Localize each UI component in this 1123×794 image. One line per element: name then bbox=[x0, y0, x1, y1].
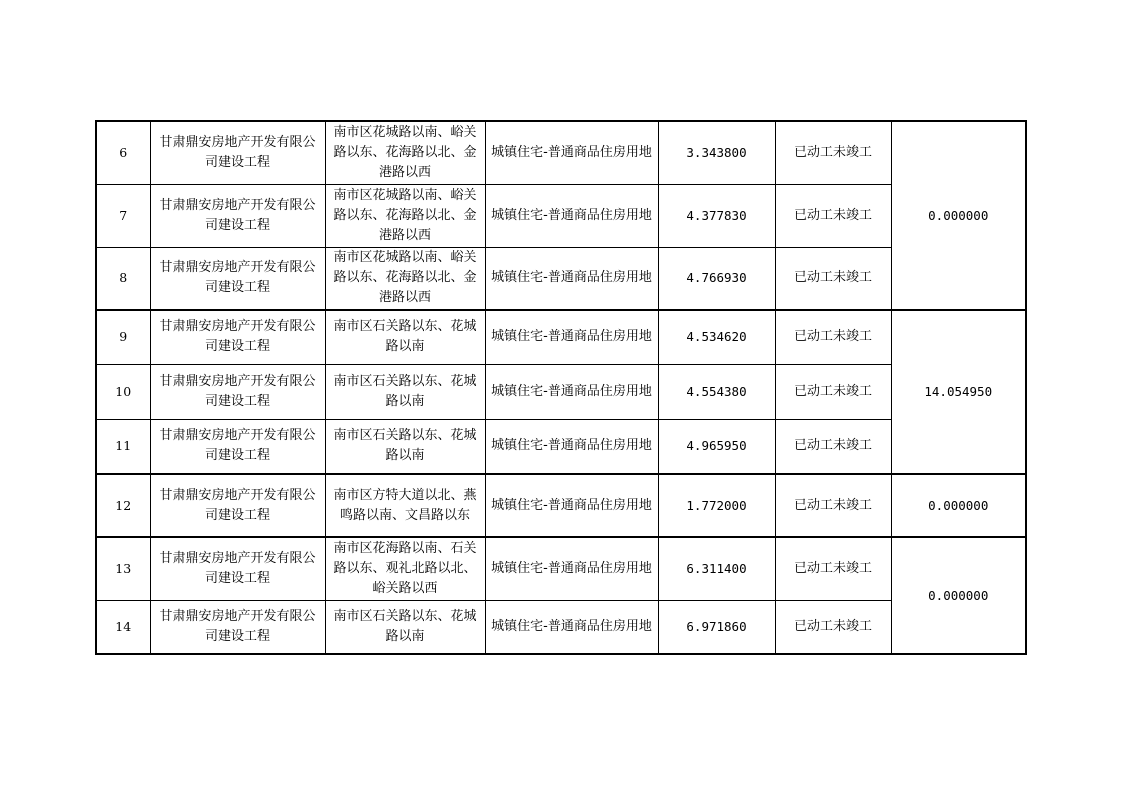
land-area: 4.377830 bbox=[658, 184, 775, 247]
land-usage: 城镇住宅-普通商品住房用地 bbox=[485, 310, 658, 364]
land-area: 4.965950 bbox=[658, 419, 775, 474]
land-location: 南市区石关路以东、花城路以南 bbox=[325, 364, 485, 419]
land-location: 南市区花城路以南、峪关路以东、花海路以北、金港路以西 bbox=[325, 247, 485, 310]
row-number: 12 bbox=[96, 474, 150, 537]
land-usage: 城镇住宅-普通商品住房用地 bbox=[485, 364, 658, 419]
row-number: 8 bbox=[96, 247, 150, 310]
land-usage: 城镇住宅-普通商品住房用地 bbox=[485, 184, 658, 247]
land-area: 4.554380 bbox=[658, 364, 775, 419]
construction-status: 已动工未竣工 bbox=[775, 364, 891, 419]
table-row bbox=[96, 184, 1026, 247]
land-usage: 城镇住宅-普通商品住房用地 bbox=[485, 121, 658, 184]
group-total: 0.000000 bbox=[891, 537, 1026, 654]
row-number: 10 bbox=[96, 364, 150, 419]
table-row bbox=[96, 474, 1026, 537]
construction-status: 已动工未竣工 bbox=[775, 121, 891, 184]
land-area: 6.311400 bbox=[658, 537, 775, 600]
land-area: 6.971860 bbox=[658, 600, 775, 654]
table-row bbox=[96, 419, 1026, 474]
construction-status: 已动工未竣工 bbox=[775, 247, 891, 310]
land-location: 南市区花海路以南、石关路以东、观礼北路以北、峪关路以西 bbox=[325, 537, 485, 600]
land-usage: 城镇住宅-普通商品住房用地 bbox=[485, 537, 658, 600]
group-total: 14.054950 bbox=[891, 310, 1026, 474]
land-usage: 城镇住宅-普通商品住房用地 bbox=[485, 600, 658, 654]
row-number: 14 bbox=[96, 600, 150, 654]
land-area: 1.772000 bbox=[658, 474, 775, 537]
land-location: 南市区石关路以东、花城路以南 bbox=[325, 419, 485, 474]
project-name: 甘肃鼎安房地产开发有限公司建设工程 bbox=[150, 247, 325, 310]
group-total: 0.000000 bbox=[891, 474, 1026, 537]
land-area: 4.766930 bbox=[658, 247, 775, 310]
construction-status: 已动工未竣工 bbox=[775, 184, 891, 247]
project-name: 甘肃鼎安房地产开发有限公司建设工程 bbox=[150, 121, 325, 184]
project-name: 甘肃鼎安房地产开发有限公司建设工程 bbox=[150, 537, 325, 600]
table-row bbox=[96, 310, 1026, 364]
table-row bbox=[96, 537, 1026, 600]
project-name: 甘肃鼎安房地产开发有限公司建设工程 bbox=[150, 310, 325, 364]
land-usage: 城镇住宅-普通商品住房用地 bbox=[485, 419, 658, 474]
land-location: 南市区花城路以南、峪关路以东、花海路以北、金港路以西 bbox=[325, 184, 485, 247]
land-location: 南市区花城路以南、峪关路以东、花海路以北、金港路以西 bbox=[325, 121, 485, 184]
row-number: 6 bbox=[96, 121, 150, 184]
land-location: 南市区方特大道以北、燕鸣路以南、文昌路以东 bbox=[325, 474, 485, 537]
table-row bbox=[96, 121, 1026, 184]
row-number: 11 bbox=[96, 419, 150, 474]
table-row bbox=[96, 600, 1026, 654]
land-area: 4.534620 bbox=[658, 310, 775, 364]
project-name: 甘肃鼎安房地产开发有限公司建设工程 bbox=[150, 419, 325, 474]
land-area: 3.343800 bbox=[658, 121, 775, 184]
row-number: 9 bbox=[96, 310, 150, 364]
project-name: 甘肃鼎安房地产开发有限公司建设工程 bbox=[150, 364, 325, 419]
group-total: 0.000000 bbox=[891, 121, 1026, 310]
land-location: 南市区石关路以东、花城路以南 bbox=[325, 600, 485, 654]
table-row bbox=[96, 247, 1026, 310]
construction-status: 已动工未竣工 bbox=[775, 600, 891, 654]
land-location: 南市区石关路以东、花城路以南 bbox=[325, 310, 485, 364]
project-name: 甘肃鼎安房地产开发有限公司建设工程 bbox=[150, 474, 325, 537]
construction-status: 已动工未竣工 bbox=[775, 310, 891, 364]
construction-status: 已动工未竣工 bbox=[775, 474, 891, 537]
project-name: 甘肃鼎安房地产开发有限公司建设工程 bbox=[150, 600, 325, 654]
land-table bbox=[95, 120, 1027, 655]
construction-status: 已动工未竣工 bbox=[775, 537, 891, 600]
row-number: 7 bbox=[96, 184, 150, 247]
land-usage: 城镇住宅-普通商品住房用地 bbox=[485, 474, 658, 537]
construction-status: 已动工未竣工 bbox=[775, 419, 891, 474]
row-number: 13 bbox=[96, 537, 150, 600]
land-usage: 城镇住宅-普通商品住房用地 bbox=[485, 247, 658, 310]
project-name: 甘肃鼎安房地产开发有限公司建设工程 bbox=[150, 184, 325, 247]
table-row bbox=[96, 364, 1026, 419]
